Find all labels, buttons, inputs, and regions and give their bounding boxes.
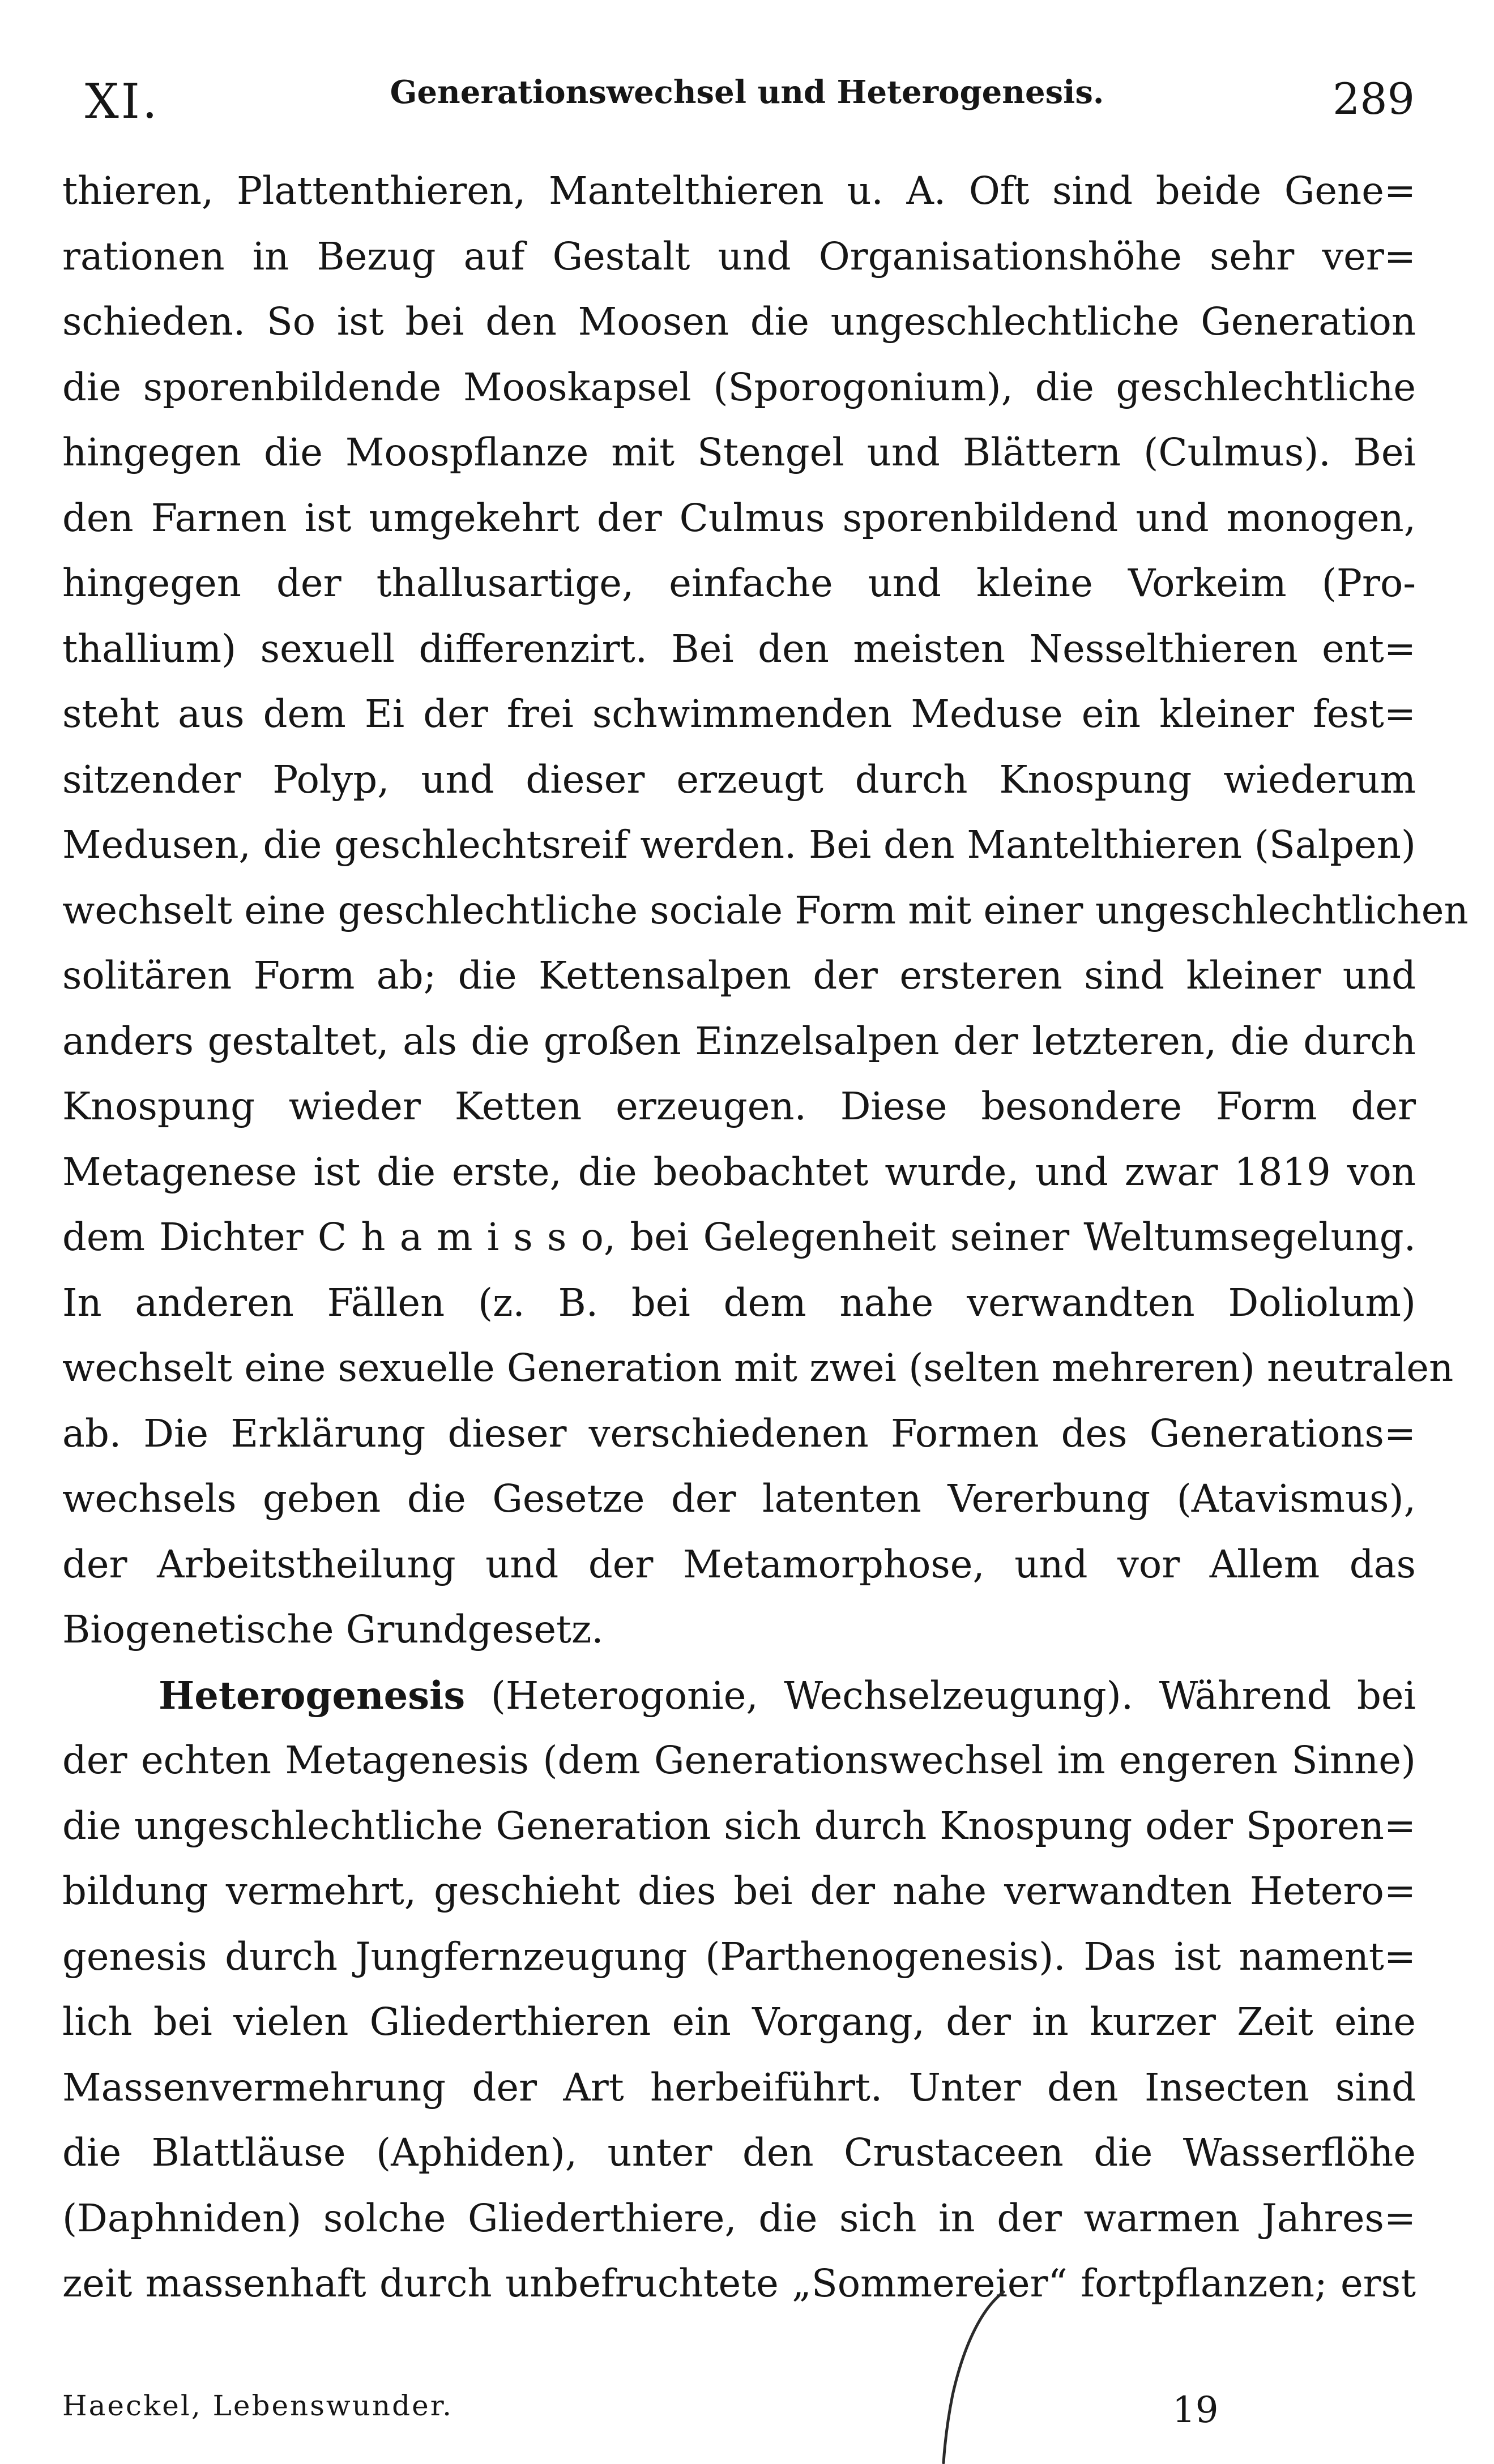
text-line: bildung vermehrt, geschieht dies bei der nahe verwandten Hetero= bbox=[62, 1869, 1416, 1913]
text-line: ab. Die Erklärung dieser verschiedenen Formen des Generations= bbox=[62, 1411, 1416, 1456]
running-title: Generationswechsel und Heterogenesis. bbox=[390, 74, 1104, 111]
text-line: dem Dichter C h a m i s s o, bei Gelegenheit seiner Weltumsegelung. bbox=[62, 1215, 1416, 1259]
text-line: In anderen Fällen (z. B. bei dem nahe verwandten Doliolum) bbox=[62, 1280, 1416, 1325]
text-line: (Daphniden) solche Gliederthiere, die sich in der warmen Jahres= bbox=[62, 2196, 1416, 2240]
text-line: steht aus dem Ei der frei schwimmenden Meduse ein kleiner fest= bbox=[62, 692, 1416, 736]
page-number: 289 bbox=[1332, 74, 1415, 124]
text-line: die sporenbildende Mooskapsel (Sporogonium), die geschlechtliche bbox=[62, 365, 1416, 409]
text-line: anders gestaltet, als die großen Einzelsalpen der letzteren, die durch bbox=[62, 1019, 1416, 1063]
text-line: lich bei vielen Gliederthieren ein Vorgang, der in kurzer Zeit eine bbox=[62, 2000, 1416, 2044]
text-line: wechsels geben die Gesetze der latenten Vererbung (Atavismus), bbox=[62, 1477, 1416, 1521]
text-line: Knospung wieder Ketten erzeugen. Diese besondere Form der bbox=[62, 1084, 1416, 1128]
text-line: Metagenese ist die erste, die beobachtet wurde, und zwar 1819 von bbox=[62, 1149, 1416, 1194]
text-line: hingegen die Moospflanze mit Stengel und Blättern (Culmus). Bei bbox=[62, 430, 1416, 474]
text-line: wechselt eine geschlechtliche sociale Form mit einer ungeschlechtlichen bbox=[62, 888, 1469, 932]
text-run: (Heterogonie, Wechselzeugung). Während bei bbox=[490, 1673, 1416, 1718]
text-line: thallium) sexuell differenzirt. Bei den meisten Nesselthieren ent= bbox=[62, 626, 1416, 671]
page-footer bbox=[62, 2389, 1427, 2440]
text-line: thieren, Plattenthieren, Mantelthieren u. A. Oft sind beide Gene= bbox=[62, 169, 1416, 213]
text-line: die ungeschlechtliche Generation sich durch Knospung oder Sporen= bbox=[62, 1803, 1416, 1848]
text-line: der echten Metagenesis (dem Generationswechsel im engeren Sinne) bbox=[62, 1738, 1416, 1782]
text-line: den Farnen ist umgekehrt der Culmus sporenbildend und monogen, bbox=[62, 495, 1416, 540]
text-line: sitzender Polyp, und dieser erzeugt durch Knospung wiederum bbox=[62, 757, 1416, 802]
text-line: Medusen, die geschlechtsreif werden. Bei den Mantelthieren (Salpen) bbox=[62, 823, 1416, 867]
signature-line: Haeckel, Lebenswunder. bbox=[62, 2389, 454, 2422]
lemma-heading: Heterogenesis bbox=[159, 1672, 466, 1718]
text-line: der Arbeitstheilung und der Metamorphose, und vor Allem das bbox=[62, 1542, 1416, 1586]
signature-mark: 19 bbox=[1172, 2389, 1219, 2431]
text-line: solitären Form ab; die Kettensalpen der ersteren sind kleiner und bbox=[62, 953, 1416, 998]
chapter-number: XI. bbox=[85, 74, 160, 129]
text-line: die Blattläuse (Aphiden), unter den Crustaceen die Wasserflöhe bbox=[62, 2131, 1416, 2175]
paragraph-first-line bbox=[62, 1663, 1416, 1729]
text-line: Massenvermehrung der Art herbeiführt. Unter den Insecten sind bbox=[62, 2065, 1416, 2110]
text-line: zeit massenhaft durch unbefruchtete „Sommereier“ fortpflanzen; erst bbox=[62, 2261, 1416, 2305]
text-line: Biogenetische Grundgesetz. bbox=[62, 1607, 604, 1652]
text-line: wechselt eine sexuelle Generation mit zwei (selten mehreren) neutralen bbox=[62, 1346, 1454, 1390]
text-line: genesis durch Jungfernzeugung (Parthenogenesis). Das ist nament= bbox=[62, 1934, 1416, 1979]
text-line: hingegen der thallusartige, einfache und kleine Vorkeim (Pro- bbox=[62, 561, 1416, 605]
text-line: rationen in Bezug auf Gestalt und Organisationshöhe sehr ver= bbox=[62, 234, 1416, 279]
text-line: schieden. So ist bei den Moosen die ungeschlechtliche Generation bbox=[62, 300, 1416, 344]
body-text bbox=[62, 159, 1469, 2317]
running-head bbox=[74, 74, 1420, 136]
